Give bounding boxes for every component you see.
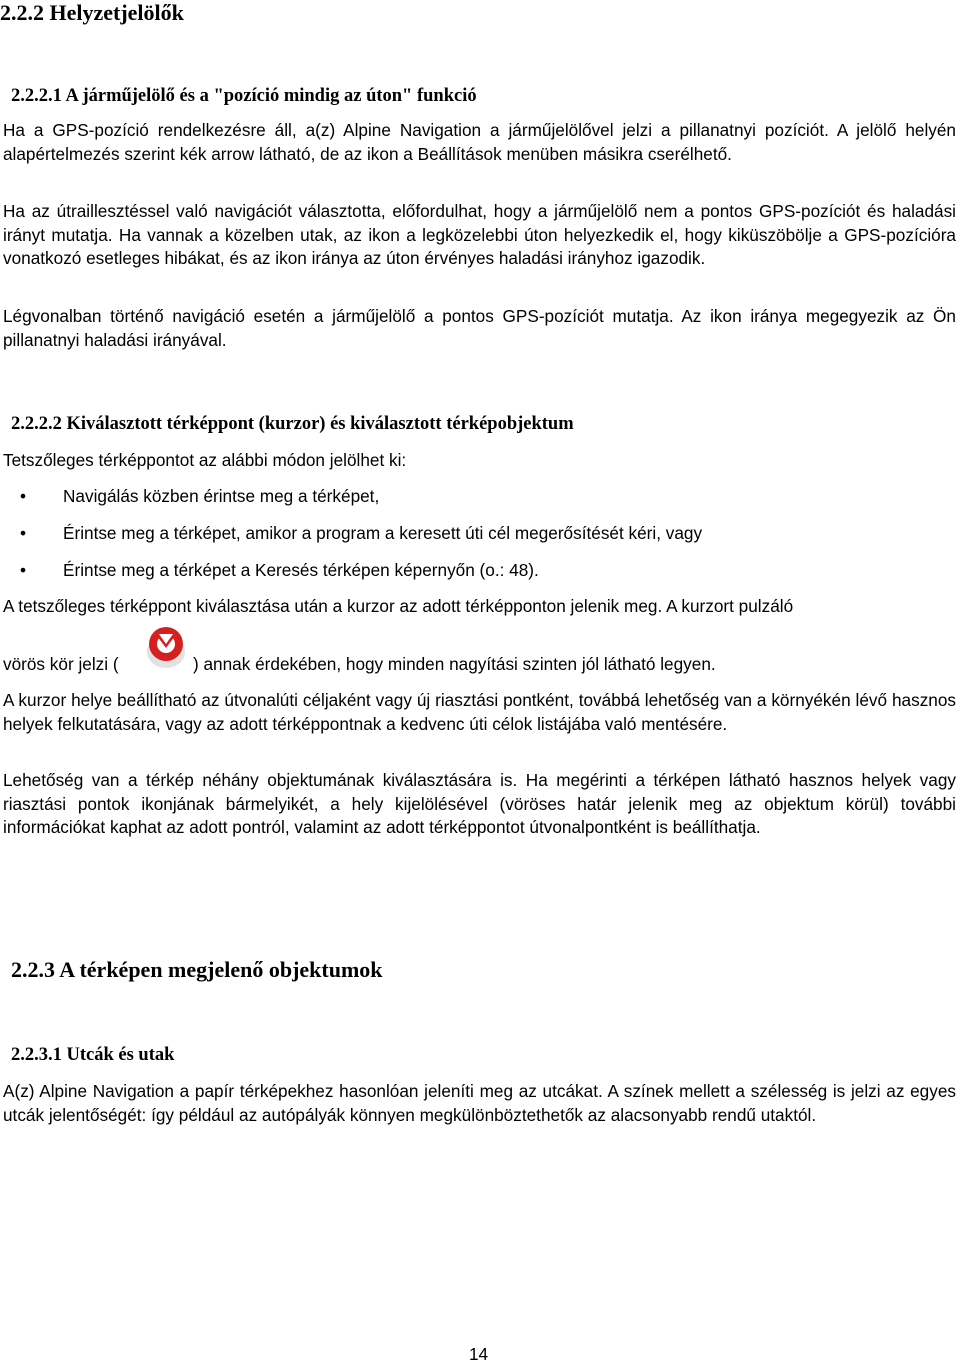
paragraph-streets: A(z) Alpine Navigation a papír térképekhez hasonlóan jeleníti meg az utcákat. A színek mellett a szélesség is jelzi az egyes utcák jelentőségét: így például az autópályák könnyen megkülönböztethetők az alacsonyabb rendű utaktól. <box>3 1081 956 1125</box>
bullet-text: Érintse meg a térképet a Keresés térképen képernyőn (o.: 48). <box>63 560 539 580</box>
page-number: 14 <box>469 1344 489 1364</box>
paragraph-cursor-line-2-before: vörös kör jelzi ( <box>3 654 119 674</box>
paragraph-off-road: Légvonalban történő navigáció esetén a járműjelölő a pontos GPS-pozíciót mutatja. Az ikon iránya megegyezik az Ön pillanatnyi haladási irányával. <box>3 306 956 350</box>
bullet-dot: • <box>20 560 27 580</box>
section-heading-2-2-2: 2.2.2 Helyzetjelölők <box>0 0 184 25</box>
paragraph-cursor-line-1: A tetszőleges térképpont kiválasztása után a kurzor az adott térképponton jelenik meg. A kurzort pulzáló <box>3 596 794 616</box>
paragraph-cursor-position: A kurzor helye beállítható az útvonalúti céljaként vagy új riasztási pontként, továbbá lehetőség van a környékén lévő hasznos helyek felkutatására, vagy az adott térképpontnak a kedvenc úti célok listájába való mentésére. <box>3 690 956 734</box>
bullet-text: Érintse meg a térképet, amikor a program a keresett úti cél megerősítését kéri, vagy <box>63 523 703 543</box>
section-heading-2-2-3-1: 2.2.3.1 Utcák és utak <box>11 1045 175 1065</box>
bullet-dot: • <box>20 523 27 543</box>
section-heading-2-2-2-2: 2.2.2.2 Kiválasztott térképpont (kurzor) és kiválasztott térképobjektum <box>11 414 574 434</box>
section-heading-2-2-3: 2.2.3 A térképen megjelenő objektumok <box>11 957 383 982</box>
pulsing-red-circle-cursor-icon <box>145 622 187 670</box>
paragraph-select-intro: Tetszőleges térképpontot az alábbi módon jelölhet ki: <box>3 450 407 470</box>
paragraph-map-objects: Lehetőség van a térkép néhány objektumának kiválasztására is. Ha megérinti a térképen látható hasznos helyek vagy riasztási pontok ikonjának bármelyikét, a hely kijelölésével (vöröses határ jelenik meg az objektum körül) további információkat kaphat az adott pontról, valamint az adott térképpontot útvonalpontként is beállíthatja. <box>3 770 956 837</box>
bullet-text: Navigálás közben érintse meg a térképet, <box>63 486 380 506</box>
bullet-dot: • <box>20 486 27 506</box>
section-heading-2-2-2-1: 2.2.2.1 A járműjelölő és a "pozíció mindig az úton" funkció <box>11 86 477 106</box>
paragraph-cursor-line-2-after: ) annak érdekében, hogy minden nagyítási szinten jól látható legyen. <box>193 654 716 674</box>
paragraph-vehicle-marker: Ha a GPS-pozíció rendelkezésre áll, a(z) Alpine Navigation a járműjelölővel jelzi a pillanatnyi pozíciót. A jelölő helyén alapértelmezés szerint kék arrow látható, de az ikon a Beállítások menüben másikra cserélhető. <box>3 120 956 164</box>
paragraph-road-lock: Ha az útraillesztéssel való navigációt választotta, előfordulhat, hogy a járműjelölő nem a pontos GPS-pozíciót és haladási irányt mutatja. Ha vannak a közelben utak, az ikon a legközelebbi úton helyezkedik el, hogy kiküszöbölje a GPS-pozícióra vonatkozó esetleges hibákat, és az ikon iránya az úton érvényes haladási irányhoz igazodik. <box>3 201 956 268</box>
